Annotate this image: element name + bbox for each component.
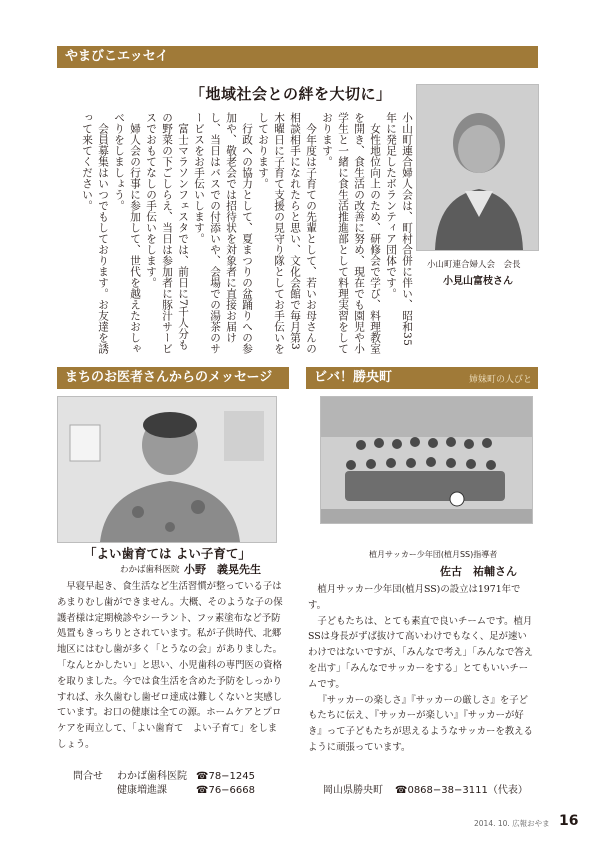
- doctor-section-title: まちのお医者さんからのメッセージ: [65, 370, 273, 385]
- doctor-clinic: わかば歯科医院: [120, 565, 180, 575]
- katsuo-contact-org: 岡山県勝央町: [323, 785, 383, 796]
- doctor-contact-tel-1: ☎78−1245: [196, 771, 256, 782]
- doctor-paragraph: 早寝早起き、食生活など生活習慣が整っている子はあまりむし歯ができません。大概、そのような子の保護者様は定期検診やシーラント、フッ素塗布など予防処置もきっちりとされています。私が子供時代、北郷地区にはむし歯が多く「とうなの会」がありました。「なんとかしたい」と思い、小児歯科の専門医の資格を取りました。今では食生活を含めた予防をしっかりすれば、永久歯むし歯ゼロ達成は難しくないと実感しています。お口の健康は全ての源。ホームケアとプロケアを両立して、「よい歯育て よい子育て」をしましょう。: [57, 581, 283, 750]
- team-photo: [320, 396, 533, 524]
- footer-issue: 2014. 10. 広報おやま: [474, 819, 550, 828]
- katsuo-section-title: ビバ！勝央町: [314, 370, 393, 385]
- essay-caption-name: 小見山富枝さん: [443, 276, 513, 287]
- essay-paragraph: 会員募集はいつでもしております。お友達を誘って来てください。: [81, 112, 109, 354]
- doctor-contact-org-1: わかば歯科医院: [117, 771, 187, 782]
- doctor-contact-tel-2: ☎76−6668: [196, 785, 256, 796]
- doctor-headline: 「よい歯育ては よい子育て」: [84, 546, 251, 561]
- katsuo-paragraph: 植月サッカー少年団(植月SS)の設立は1971年です。: [308, 584, 521, 611]
- katsuo-caption-org: 植月サッカー少年団(植月SS)指導者: [369, 550, 498, 559]
- essay-caption-org: 小山町連合婦人会 会長: [427, 260, 521, 270]
- essay-body: [63, 112, 415, 356]
- essay-paragraph: 婦人会の行事に参加して、世代を越えたおしゃべりをしましょう。: [113, 112, 141, 354]
- essay-paragraph: 今年度は子育ての先輩として、若いお母さんの相談相手になれたらと思い、文化会館で毎月第3木曜日に子育て支援の見守り隊としてお手伝いをしております。: [257, 112, 317, 354]
- katsuo-section-bar: [306, 367, 538, 389]
- doctor-contact: [73, 770, 103, 783]
- essay-section-title: やまびこエッセイ: [65, 49, 169, 64]
- essay-paragraph: 行政への協力として、夏まつりの盆踊りへの参加や、敬老会では招待状を対象者に直接お届けし、当日はバスでの付添いや、会場での湯茶のサービスをお手伝いします。: [193, 112, 253, 354]
- contact-label: 問合せ: [73, 771, 103, 782]
- page-number: 16: [559, 813, 579, 829]
- katsuo-paragraph: 『サッカーの楽しさ』『サッカーの厳しさ』を子どもたちに伝え、『サッカーが楽しい』『サッカーが好き』って子どもたちが思えるようなサッカーを教えるように頑張っています。: [308, 694, 533, 753]
- team-group-icon: [321, 397, 532, 523]
- essay-paragraph: 小山町連合婦人会は、町村合併に伴い、昭和35年に発足したボランティア団体です。: [385, 112, 413, 347]
- katsuo-caption-name: 佐古 祐輔さん: [440, 565, 517, 578]
- doctor-portrait-icon: [58, 397, 276, 542]
- katsuo-contact-tel: ☎0868−38−3111（代表）: [395, 785, 528, 796]
- person-portrait-icon: [417, 85, 538, 250]
- essay-section-bar: [57, 46, 538, 68]
- katsuo-body: [308, 582, 536, 756]
- essay-portrait-photo: [416, 84, 539, 251]
- doctor-section-bar: [57, 367, 289, 389]
- katsuo-paragraph: 子どもたちは、とても素直で良いチームです。植月SSは身長がずば抜けて高いわけでもなく、足が速いわけではないですが、「みんなで考え」「みんなで答えを出す」「みんなでサッカーをする」とてもいいチームです。: [308, 615, 533, 690]
- essay-paragraph: 富士マラソンフェスタでは、前日に7千人分もの野菜の下ごしらえ、当日は参加者に豚汁サービスでおもてなしの手伝いをします。: [145, 112, 189, 354]
- doctor-name: 小野 義晃先生: [184, 563, 261, 576]
- doctor-contact-org-2: 健康増進課: [117, 785, 167, 796]
- doctor-body: [57, 579, 284, 753]
- essay-headline: 「地域社会との絆を大切に」: [190, 85, 392, 103]
- doctor-photo: [57, 396, 277, 543]
- katsuo-section-subtitle: 姉妹町の人びと: [468, 375, 532, 385]
- essay-paragraph: 女性地位向上のため、研修会で学び、料理教室を開き、食生活の改善に努め、現在でも園児や小学生と一緒に食生活推進部として料理実習をしております。: [321, 112, 381, 354]
